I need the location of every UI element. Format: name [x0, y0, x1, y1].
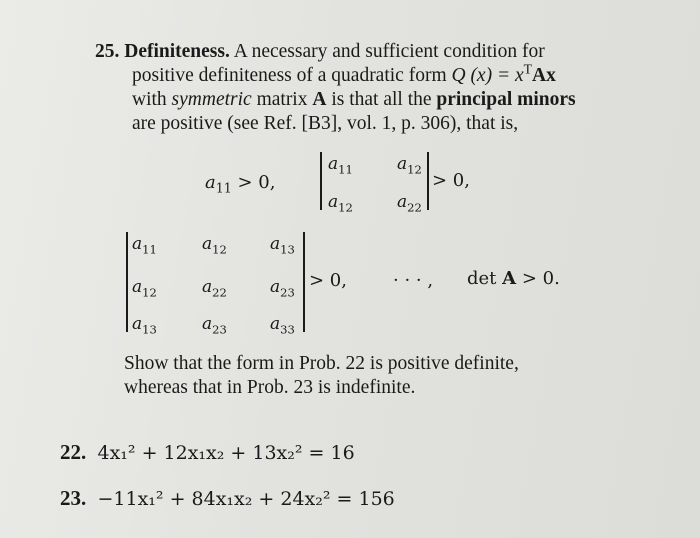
- entry-sub: 12: [212, 242, 227, 257]
- det3-relation: > 0,: [309, 270, 347, 291]
- det2-entry-22: [397, 192, 422, 215]
- minor-1: [205, 172, 276, 196]
- problem-25-number: 25.: [95, 41, 120, 62]
- det3-entry-32: [202, 314, 227, 337]
- entry-symbol: a: [202, 234, 213, 254]
- line-2-text: positive definiteness of a quadratic form: [132, 65, 447, 86]
- entry-symbol: a: [328, 154, 339, 174]
- line-3-text-c: is that all the: [331, 89, 432, 110]
- problem-22-equation: 4x₁² + 12x₁x₂ + 13x₂² = 16: [97, 442, 355, 464]
- minor-1-relation: > 0,: [237, 172, 276, 193]
- minor-1-symbol: a: [205, 172, 216, 193]
- entry-symbol: a: [132, 234, 143, 254]
- problem-25-title: Definiteness.: [124, 41, 230, 62]
- entry-symbol: a: [270, 277, 281, 297]
- det3-entry-22: [202, 277, 227, 300]
- entry-sub: 11: [142, 242, 157, 257]
- entry-sub: 33: [280, 322, 295, 337]
- entry-symbol: a: [270, 234, 281, 254]
- det3-entry-13: [270, 234, 295, 257]
- quadratic-form-lhs: Q (x) = x: [451, 65, 524, 86]
- transpose-sup: T: [523, 61, 532, 77]
- det-operator: det: [467, 268, 497, 289]
- minor-1-sub: 11: [215, 180, 232, 196]
- problem-23-number: 23.: [60, 486, 87, 510]
- matrix-symbol: A: [312, 89, 327, 110]
- entry-symbol: a: [397, 192, 408, 212]
- det3-right-bar: [303, 232, 305, 332]
- entry-symbol: a: [132, 277, 143, 297]
- symmetric-word: symmetric: [171, 89, 252, 110]
- det-matrix-symbol: A: [502, 268, 517, 289]
- problem-25-line-3: [132, 88, 576, 111]
- problem-22-number: 22.: [60, 440, 87, 464]
- line-3-text-a: with: [132, 89, 167, 110]
- entry-sub: 12: [407, 162, 422, 177]
- entry-sub: 11: [338, 162, 353, 177]
- problem-25-line-1: [95, 40, 545, 63]
- det2-left-bar: [320, 152, 322, 210]
- entry-sub: 13: [142, 322, 157, 337]
- entry-sub: 12: [338, 200, 353, 215]
- det2-relation: > 0,: [432, 170, 470, 191]
- det3-entry-31: [132, 314, 157, 337]
- det-a-condition: [467, 268, 560, 289]
- problem-23: [60, 486, 395, 511]
- ellipsis: · · · ,: [393, 270, 434, 291]
- entry-symbol: a: [132, 314, 143, 334]
- det2-entry-21: [328, 192, 353, 215]
- entry-symbol: a: [202, 277, 213, 297]
- quadratic-form-rhs: Ax: [532, 65, 556, 86]
- entry-sub: 22: [212, 285, 227, 300]
- problem-22: [60, 440, 355, 465]
- det-relation: > 0.: [521, 268, 560, 289]
- det3-entry-33: [270, 314, 295, 337]
- det3-entry-23: [270, 277, 295, 300]
- entry-symbol: a: [270, 314, 281, 334]
- det3-entry-12: [202, 234, 227, 257]
- quadratic-form: [451, 61, 556, 86]
- entry-symbol: a: [397, 154, 408, 174]
- det2-right-bar: [427, 152, 429, 210]
- det3-entry-21: [132, 277, 157, 300]
- show-line-2: whereas that in Prob. 23 is indefinite.: [124, 377, 416, 398]
- principal-minors-term: principal minors: [436, 89, 576, 110]
- det2-entry-12: [397, 154, 422, 177]
- entry-symbol: a: [202, 314, 213, 334]
- entry-sub: 23: [212, 322, 227, 337]
- problem-25-line-1-text: A necessary and sufficient condition for: [233, 41, 545, 62]
- det3-left-bar: [126, 232, 128, 332]
- entry-sub: 12: [142, 285, 157, 300]
- show-line-1: Show that the form in Prob. 22 is positive definite,: [124, 353, 519, 374]
- entry-symbol: a: [328, 192, 339, 212]
- entry-sub: 13: [280, 242, 295, 257]
- line-3-text-b: matrix: [256, 89, 308, 110]
- line-4-text: are positive (see Ref. [B3], vol. 1, p. 306), that is,: [132, 113, 519, 134]
- problem-25-line-2: [132, 61, 556, 87]
- entry-sub: 23: [280, 285, 295, 300]
- det3-entry-11: [132, 234, 157, 257]
- entry-sub: 22: [407, 200, 422, 215]
- problem-25-line-4: [132, 112, 518, 135]
- problem-23-equation: −11x₁² + 84x₁x₂ + 24x₂² = 156: [97, 488, 395, 510]
- det2-entry-11: [328, 154, 353, 177]
